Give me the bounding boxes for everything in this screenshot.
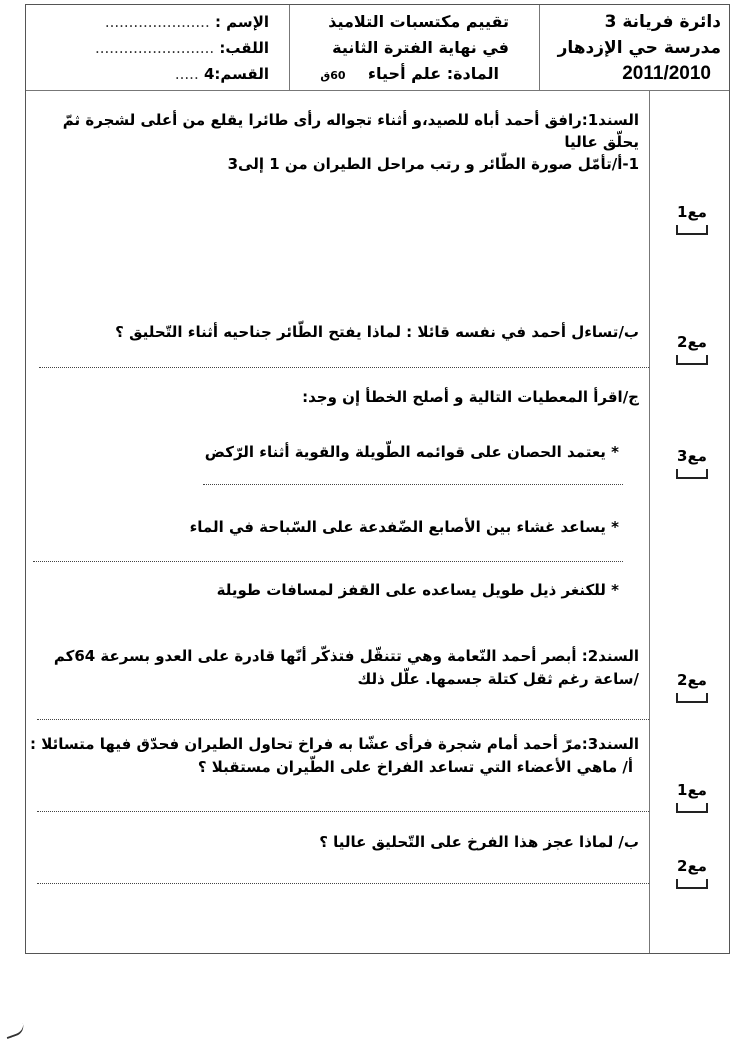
exam-sheet: [25, 4, 730, 954]
score-box-3: مع3: [672, 447, 712, 479]
question-1b: ب/تساءل أحمد في نفسه قائلا : لماذا يفتح الطّائر جناحيه أثناء التّحليق ؟: [115, 323, 639, 341]
student-surname-field[interactable]: [27, 35, 269, 61]
question-1c: ج/اقرأ المعطيات التالية و أصلح الخطأ إن وجد:: [302, 388, 639, 406]
statement-2: * يساعد غشاء بين الأصابع الضّفدعة على السّباحة في الماء: [189, 518, 619, 536]
score-box-6: مع2: [672, 857, 712, 889]
exam-header: [26, 5, 729, 91]
exam-period: في نهاية الفترة الثانية: [332, 38, 509, 57]
score-box-5: مع1: [672, 781, 712, 813]
question-1a: 1-أ/تأمّل صورة الطّائر و رتب مراحل الطيران من 1 إلى3: [227, 155, 639, 173]
school-name: مدرسة حي الإزدهار: [557, 38, 721, 58]
class-label: القسم:: [214, 65, 269, 83]
score-bracket[interactable]: [676, 469, 708, 479]
surname-label: اللقب:: [219, 39, 269, 57]
exam-title: تقييم مكتسبات التلاميذ: [328, 12, 509, 31]
question-3b: ب/ لماذا عجز هذا الفرخ على التّحليق عاليا ؟: [319, 833, 639, 851]
score-bracket[interactable]: [676, 803, 708, 813]
exam-info: [289, 5, 539, 90]
exam-subject: المادة: علم أحياء: [367, 64, 499, 83]
answer-line-statement-2[interactable]: [33, 561, 623, 562]
score-bracket[interactable]: [676, 693, 708, 703]
answer-line-statement-1[interactable]: [203, 484, 623, 485]
class-dots[interactable]: .....: [174, 65, 199, 83]
section1-text-line2: يحلّق عاليا: [564, 133, 639, 151]
answer-line-3b[interactable]: [37, 883, 649, 884]
exam-subject-line: [290, 61, 509, 87]
score-box-1: مع1: [672, 203, 712, 235]
student-info: [27, 5, 289, 90]
exam-body: [26, 91, 729, 953]
school-info: [539, 5, 729, 90]
score-bracket[interactable]: [676, 225, 708, 235]
student-name-field[interactable]: [27, 9, 269, 35]
statement-3: * للكنغر ذيل طويل يساعده على القفز لمسافات طويلة: [216, 581, 619, 599]
pen-mark: [4, 1023, 26, 1039]
question-3a: أ/ ماهي الأعضاء التي تساعد الفراخ على الطّيران مستقبلا ؟: [197, 758, 633, 776]
name-label: الإسم :: [214, 13, 269, 31]
school-year: 2011/2010: [622, 63, 711, 84]
score-box-4: مع2: [672, 671, 712, 703]
student-class-field[interactable]: [27, 61, 269, 87]
district: دائرة فريانة 3: [604, 12, 721, 32]
score-bracket[interactable]: [676, 879, 708, 889]
score-bracket[interactable]: [676, 355, 708, 365]
questions-area: [27, 91, 649, 953]
answer-line-3a[interactable]: [37, 811, 649, 812]
surname-value[interactable]: .........................: [94, 39, 215, 57]
class-value: 4: [203, 65, 215, 83]
score-box-2: مع2: [672, 333, 712, 365]
name-value[interactable]: ......................: [104, 13, 210, 31]
section2-text-line2: /ساعة رغم ثقل كتلة جسمها. علّل ذلك: [357, 670, 639, 688]
section2-text-line1: السند2: أبصر أحمد النّعامة وهي تتنقّل فتذكّر أنّها قادرة على العدو بسرعة 64كم: [53, 647, 639, 665]
section1-text-line1: السند1:رافق أحمد أباه للصيد،و أثناء تجواله رأى طائرا يقلع من أعلى لشجرة ثمّ: [62, 111, 639, 129]
answer-line-section2[interactable]: [37, 719, 649, 720]
exam-duration: 60ق: [320, 69, 346, 82]
answer-line-1b[interactable]: [39, 367, 649, 368]
section3-text-line1: السند3:مرّ أحمد أمام شجرة فرأى عشّا به فراخ تحاول الطيران فحدّق فيها متسائلا :: [30, 735, 639, 753]
statement-1: * يعتمد الحصان على قوائمه الطّويلة والقوية أثناء الرّكض: [204, 443, 619, 461]
score-column: [649, 91, 729, 953]
